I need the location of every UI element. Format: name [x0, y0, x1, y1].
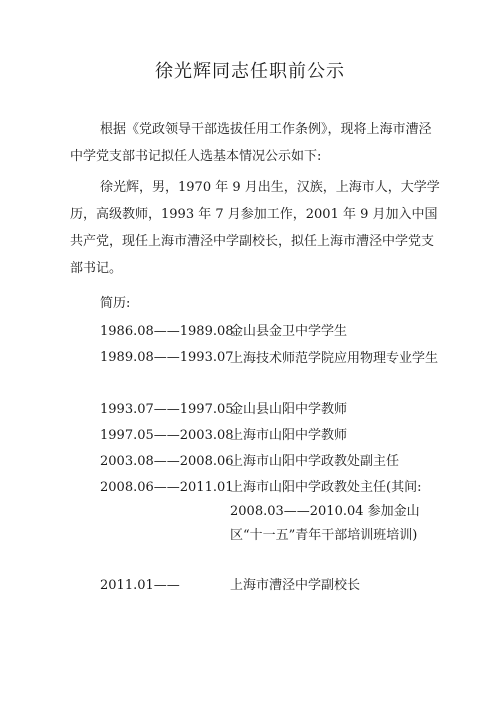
resume-description: 金山县山阳中学教师 — [230, 402, 348, 417]
resume-period: 1986.08——1989.08 — [100, 324, 234, 339]
profile-text: 徐光辉，男，1970 年 9 月出生，汉族，上海市人，大学学历，高级教师，1993 年 7 月参加工作，2001 年 9 月加入中国共产党，现任上海市漕泾中学副校长，拟任上海市漕泾中学党支部书记。 — [70, 180, 440, 276]
resume-period: 1993.07——1997.05 — [100, 402, 234, 417]
profile-paragraph — [70, 174, 440, 282]
resume-description: 上海市山阳中学政教处主任(其间: 2008.03——2010.04 参加金山区“十一五”青年干部培训班培训) — [230, 480, 422, 543]
intro-text: 根据《党政领导干部选拔任用工作条例》，现将上海市漕泾中学党支部书记拟任人选基本情况公示如下: — [70, 122, 432, 164]
resume-period: 2008.06——2011.01 — [100, 480, 234, 495]
resume-period: 1997.05——2003.08 — [100, 428, 234, 443]
resume-description: 上海市山阳中学教师 — [230, 428, 348, 443]
page-title: 徐光辉同志任职前公示 — [155, 61, 345, 82]
resume-period: 2011.01—— — [100, 578, 180, 593]
resume-description: 金山县金卫中学学生 — [230, 324, 348, 339]
resume-period: 1989.08——1993.07 — [100, 350, 234, 365]
intro-paragraph — [70, 116, 440, 170]
resume-description: 上海市山阳中学政教处副主任 — [230, 454, 400, 469]
resume-description: 上海市漕泾中学副校长 — [230, 578, 361, 593]
resume-label: 简历: — [100, 296, 131, 311]
resume-description: 上海技术师范学院应用物理专业学生 — [230, 351, 439, 366]
resume-period: 2003.08——2008.06 — [100, 454, 234, 469]
